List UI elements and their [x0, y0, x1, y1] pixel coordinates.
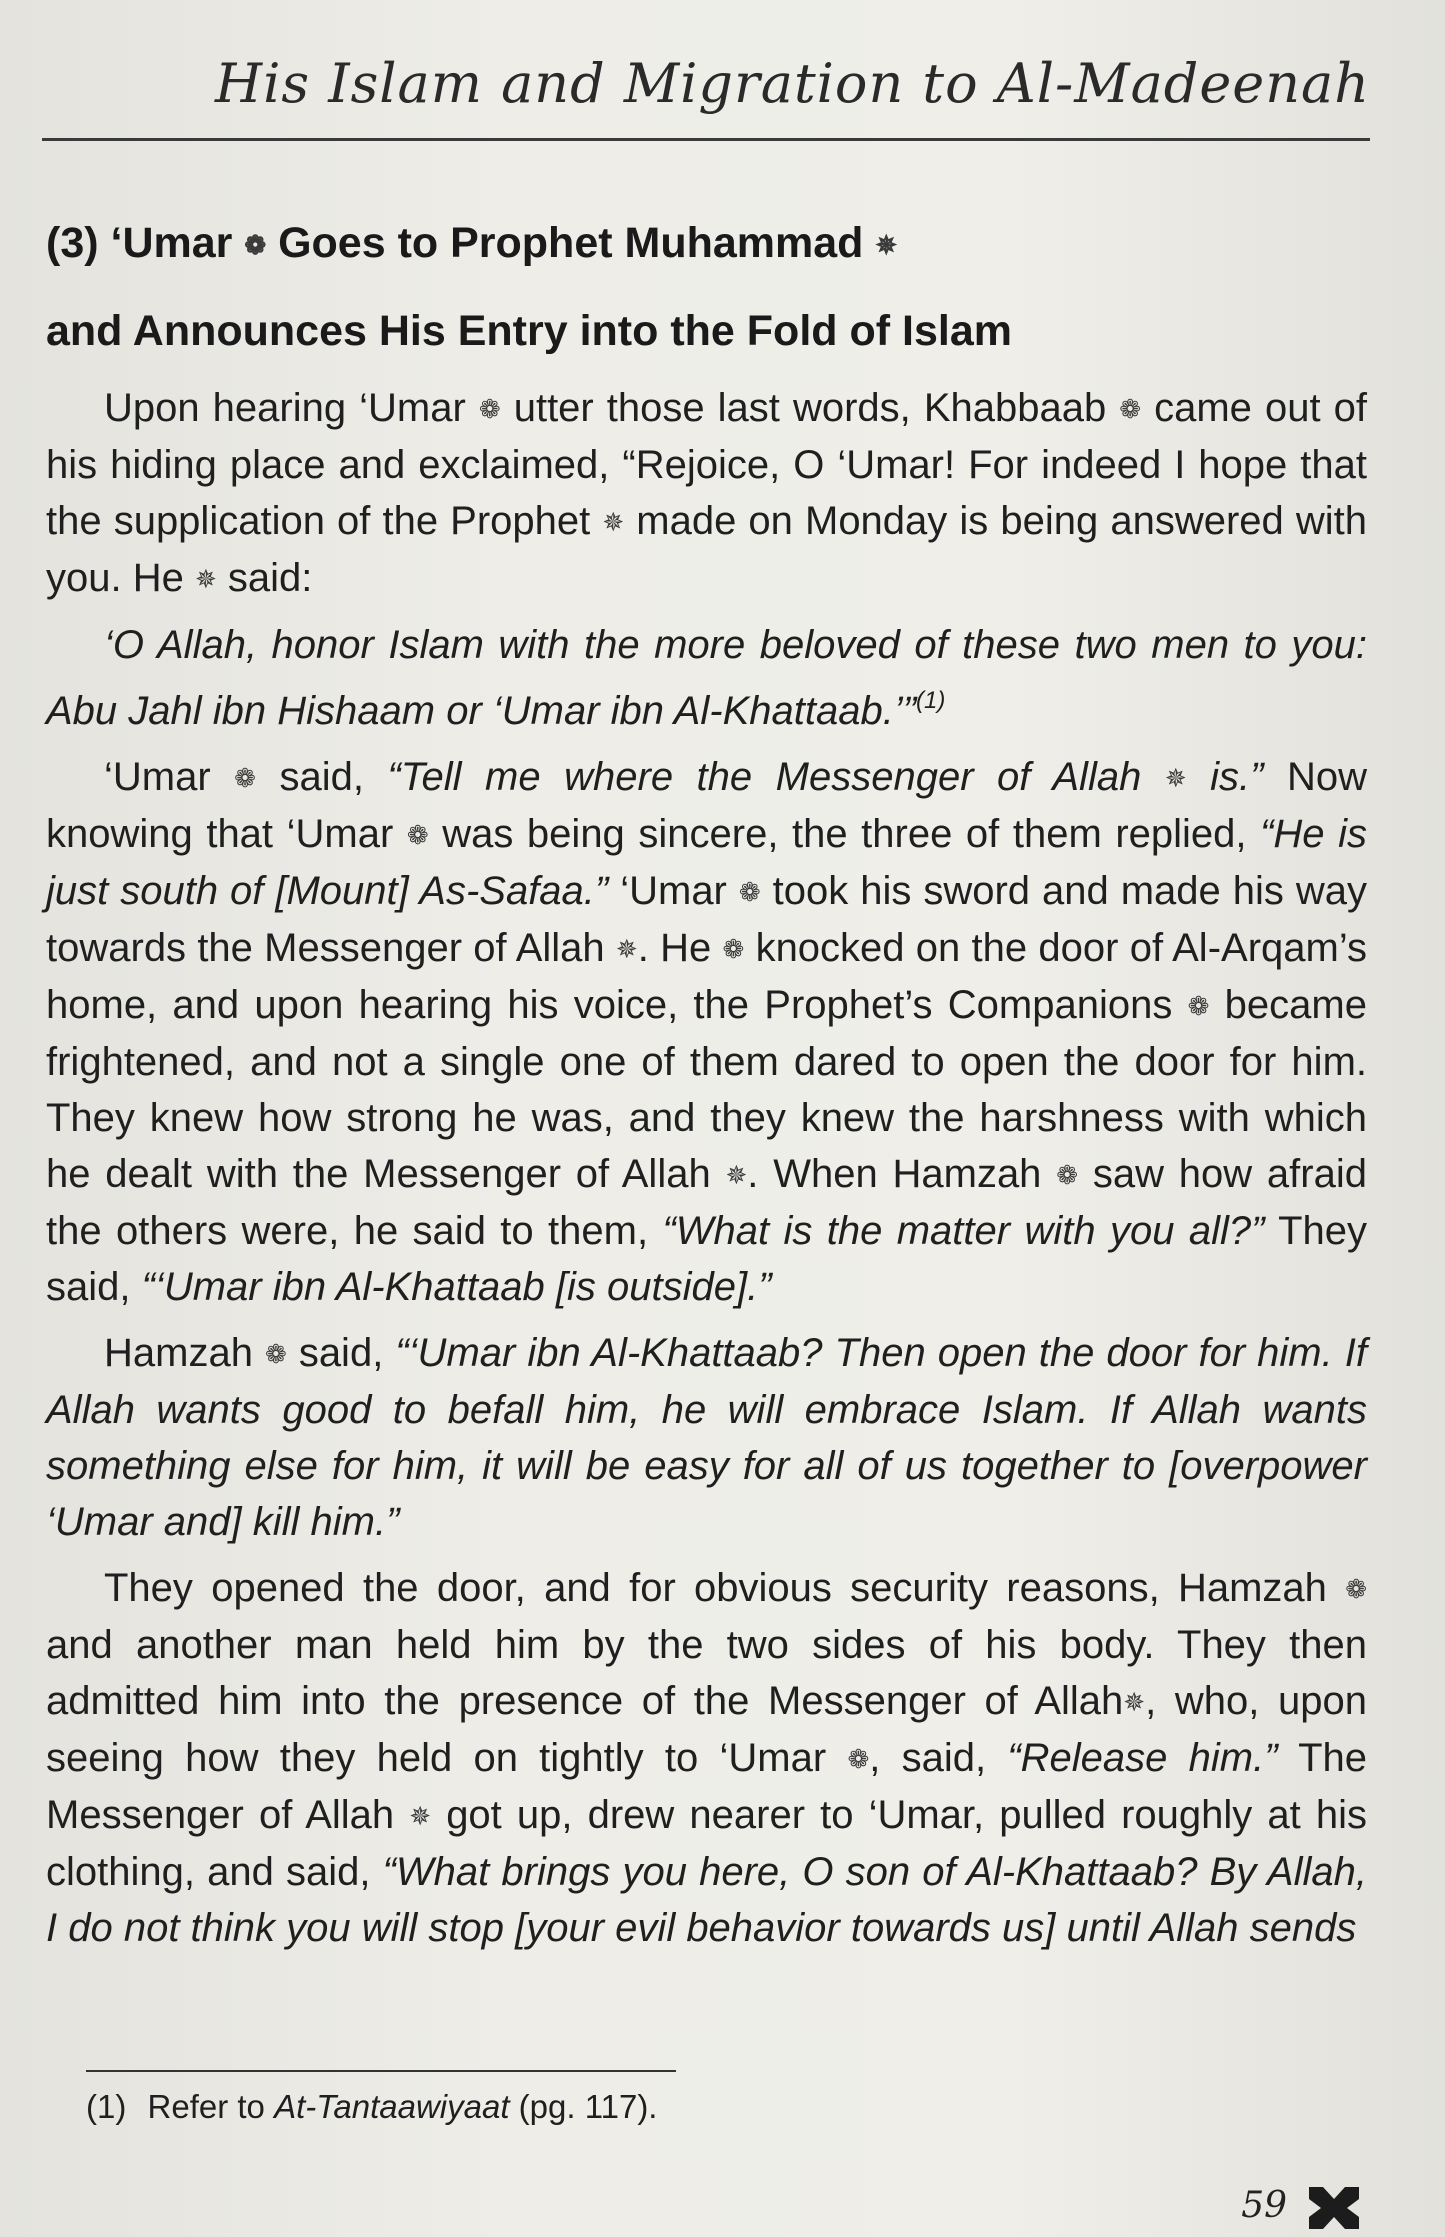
text: ‘Umar	[104, 755, 211, 799]
text: Now knowing that ‘Umar	[46, 755, 1367, 856]
footnote	[86, 2088, 657, 2126]
radiya-honorific-icon: ❁	[1187, 991, 1210, 1021]
footnote-rule	[86, 2070, 676, 2072]
text: They said,	[46, 1209, 1368, 1309]
footnote-text: (pg. 117).	[518, 2088, 658, 2125]
text: They opened the door, and for obvious security reasons, Hamzah	[104, 1566, 1327, 1610]
text: was being sincere, the three of them replied,	[442, 812, 1247, 856]
paragraph-1	[46, 380, 1367, 607]
radiya-honorific-icon: ❁	[234, 763, 256, 793]
paragraph-3	[46, 749, 1367, 1315]
quote-text: “What is the matter with you all?”	[662, 1209, 1265, 1253]
text: knocked on the door of Al-Arqam’s home, and upon hearing his voice, the Prophet’s Companions	[46, 926, 1367, 1027]
text: saw how afraid the others were, he said to them,	[46, 1152, 1367, 1253]
radiya-honorific-icon: ❁	[478, 394, 501, 424]
quote-text: “‘Umar ibn Al-Khattaab [is outside].”	[141, 1265, 772, 1309]
radiya-honorific-icon: ❁	[847, 1744, 870, 1774]
text: said,	[298, 1331, 384, 1375]
text: made on Monday is being answered with you. He	[46, 499, 1367, 600]
footnote-title: At-Tantaawiyaat	[274, 2088, 510, 2125]
text: . When Hamzah	[747, 1152, 1042, 1196]
salla-honorific-icon: ✵	[409, 1801, 432, 1831]
text: took his sword and made his way towards the Messenger of Allah	[46, 869, 1367, 970]
radiya-honorific-icon: ❁	[244, 230, 267, 260]
radiya-honorific-icon: ❁	[722, 934, 745, 964]
footnote-number: (1)	[86, 2088, 127, 2125]
salla-honorific-icon: ✵	[1123, 1687, 1146, 1717]
running-head: His Islam and Migration to Al-Madeenah	[215, 52, 1370, 115]
quote-text: “‘Umar ibn Al-Khattaab? Then open the door for him. If Allah wants good to befall him, he will embrace Islam. If Allah wants something else for him, it will be easy for all of us together to [overpower ‘Umar and] kill him.”	[46, 1331, 1367, 1544]
salla-honorific-icon: ✵	[194, 564, 217, 594]
quote-text: “Tell me where the Messenger of Allah	[387, 755, 1142, 799]
text: got up, drew nearer to ‘Umar, pulled roughly at his clothing, and said,	[46, 1793, 1367, 1894]
radiya-honorific-icon: ❁	[738, 877, 761, 907]
text: . He	[637, 926, 712, 970]
quote-text: “He is just south of [Mount] As-Safaa.”	[46, 812, 1367, 913]
paragraph-5	[46, 1560, 1367, 1956]
paragraph-4	[46, 1325, 1367, 1550]
heading-text-2: and Announces His Entry into the Fold of Islam	[46, 307, 1012, 355]
paragraph-2-quote	[46, 617, 1367, 739]
heading-text-1b: Goes to Prophet Muhammad	[278, 219, 864, 267]
text: and another man held him by the two sides of his body. They then admitted him into the presence of the Messenger of Allah	[46, 1623, 1367, 1723]
footnote-text: Refer to	[147, 2088, 265, 2125]
text: , said,	[869, 1736, 987, 1780]
text: said,	[279, 755, 364, 799]
salla-honorific-icon: ✵	[602, 507, 625, 537]
text: utter those last words, Khabbaab	[513, 386, 1107, 430]
quote-text: ‘O Allah, honor Islam with the more beloved of these two men to you: Abu Jahl ibn Hishaam or ‘Umar ibn Al-Khattaab.’”	[46, 623, 1367, 733]
text: Hamzah	[104, 1331, 253, 1375]
radiya-honorific-icon: ❁	[1345, 1574, 1367, 1604]
quote-text: “Release him.”	[1007, 1736, 1278, 1780]
text: ‘Umar	[620, 869, 727, 913]
heading-text-1a: (3) ‘Umar	[46, 219, 233, 267]
header-rule	[42, 138, 1370, 141]
text: became frightened, and not a single one of them dared to open the door for him. They knew how strong he was, and they knew the harshness with which he dealt with the Messenger of Allah	[46, 983, 1367, 1196]
text: came out of his hiding place and exclaimed, “Rejoice, O ‘Umar! For indeed I hope that the supplication of the Prophet	[46, 386, 1367, 543]
salla-honorific-icon: ✵	[615, 934, 638, 964]
radiya-honorific-icon: ❁	[406, 820, 429, 850]
radiya-honorific-icon: ❁	[1119, 394, 1142, 424]
page-number: 59	[1241, 2185, 1287, 2226]
text: said:	[227, 556, 313, 600]
footnote-reference: (1)	[916, 687, 946, 714]
text: Upon hearing ‘Umar	[104, 386, 466, 430]
salla-honorific-icon: ✵	[875, 230, 898, 260]
salla-honorific-icon: ✵	[1164, 763, 1187, 793]
section-heading	[46, 200, 1367, 374]
page-content	[46, 200, 1367, 1966]
text: , who, upon seeing how they held on tightly to ‘Umar	[46, 1679, 1367, 1780]
salla-honorific-icon: ✵	[725, 1160, 748, 1190]
quote-text: is.”	[1210, 755, 1264, 799]
quote-text: “What brings you here, O son of Al-Khattaab? By Allah, I do not think you will stop [your evil behavior towards us] until Allah sends	[46, 1850, 1367, 1950]
radiya-honorific-icon: ❁	[1056, 1160, 1079, 1190]
text: The Messenger of Allah	[46, 1736, 1368, 1837]
radiya-honorific-icon: ❁	[264, 1339, 287, 1369]
page-ornament-icon	[1305, 2183, 1363, 2233]
